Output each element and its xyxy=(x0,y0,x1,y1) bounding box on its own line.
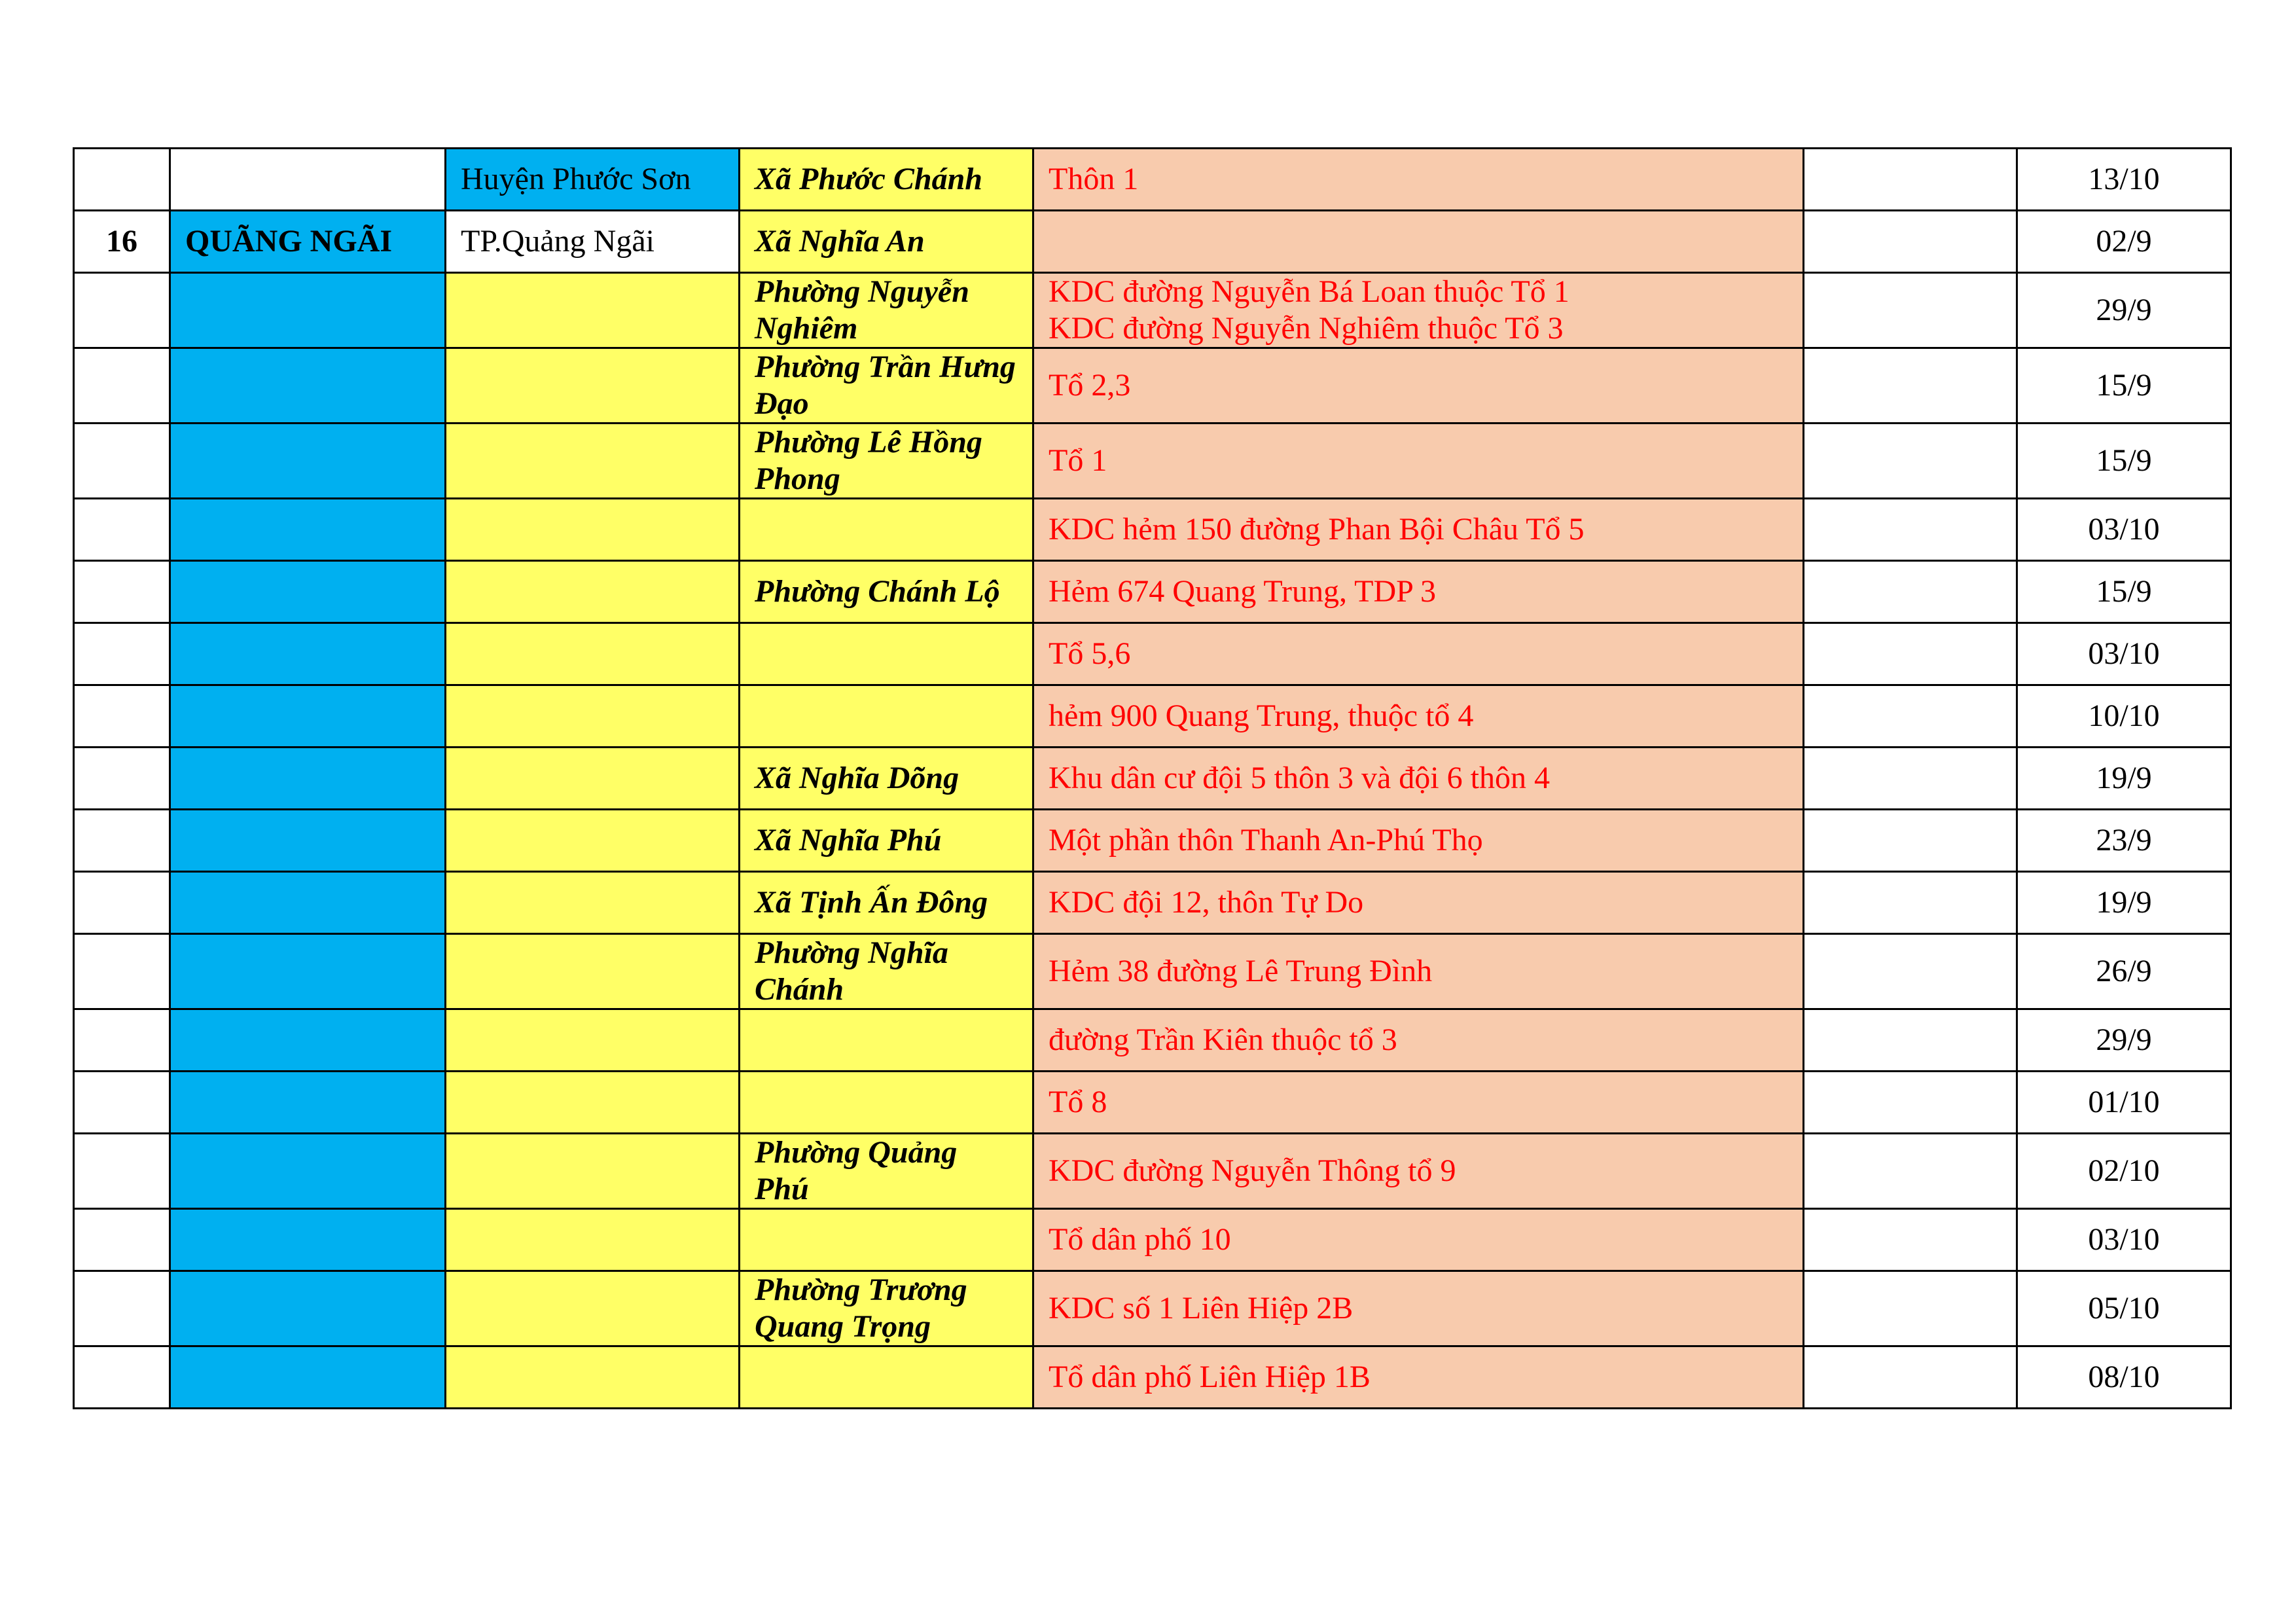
blank-cell xyxy=(1804,1072,2017,1134)
district-cell xyxy=(446,1271,740,1346)
row-number-cell xyxy=(74,1134,170,1209)
row-number-cell xyxy=(74,748,170,810)
district-cell xyxy=(446,748,740,810)
table-row xyxy=(74,872,2231,934)
district-cell xyxy=(446,1072,740,1134)
province-cell xyxy=(170,748,446,810)
ward-cell: Phường Nghĩa Chánh xyxy=(740,934,1033,1009)
date-cell: 02/10 xyxy=(2017,1134,2231,1209)
outbreak-location-table xyxy=(73,147,2232,1409)
location-cell xyxy=(1033,1009,1804,1072)
location-line: KDC đường Nguyễn Bá Loan thuộc Tổ 1 xyxy=(1049,274,1570,309)
blank-cell xyxy=(1804,499,2017,561)
date-cell: 03/10 xyxy=(2017,623,2231,685)
date-cell: 13/10 xyxy=(2017,149,2231,211)
province-cell xyxy=(170,273,446,348)
district-cell xyxy=(446,685,740,748)
location-line: Thôn 1 xyxy=(1049,162,1139,196)
row-number-cell xyxy=(74,348,170,424)
table-row xyxy=(74,1009,2231,1072)
table-row xyxy=(74,348,2231,424)
district-cell xyxy=(446,1346,740,1409)
table-row xyxy=(74,1271,2231,1346)
table-body xyxy=(74,149,2231,1409)
row-number-cell xyxy=(74,872,170,934)
location-cell xyxy=(1033,1346,1804,1409)
blank-cell xyxy=(1804,561,2017,623)
location-cell xyxy=(1033,424,1804,499)
table-row xyxy=(74,1346,2231,1409)
ward-cell: Xã Phước Chánh xyxy=(740,149,1033,211)
row-number-cell xyxy=(74,1209,170,1271)
blank-cell xyxy=(1804,1009,2017,1072)
blank-cell xyxy=(1804,348,2017,424)
district-cell xyxy=(446,1009,740,1072)
date-cell: 05/10 xyxy=(2017,1271,2231,1346)
row-number-cell xyxy=(74,1346,170,1409)
date-cell: 02/9 xyxy=(2017,211,2231,273)
location-line: Hẻm 38 đường Lê Trung Đình xyxy=(1049,954,1433,988)
blank-cell xyxy=(1804,211,2017,273)
location-line: Khu dân cư đội 5 thôn 3 và đội 6 thôn 4 xyxy=(1049,761,1550,795)
blank-cell xyxy=(1804,1134,2017,1209)
row-number-cell xyxy=(74,1271,170,1346)
ward-cell: Xã Nghĩa An xyxy=(740,211,1033,273)
location-line: KDC hẻm 150 đường Phan Bội Châu Tổ 5 xyxy=(1049,512,1585,547)
location-line: KDC đội 12, thôn Tự Do xyxy=(1049,885,1364,920)
district-cell xyxy=(446,348,740,424)
province-cell xyxy=(170,1072,446,1134)
table-row xyxy=(74,149,2231,211)
province-cell: QUÃNG NGÃI xyxy=(170,211,446,273)
blank-cell xyxy=(1804,424,2017,499)
table-row xyxy=(74,623,2231,685)
district-cell xyxy=(446,499,740,561)
province-cell xyxy=(170,1346,446,1409)
row-number-cell xyxy=(74,810,170,872)
table-row xyxy=(74,273,2231,348)
ward-cell: Phường Lê Hồng Phong xyxy=(740,424,1033,499)
location-cell xyxy=(1033,810,1804,872)
table-row xyxy=(74,685,2231,748)
ward-cell xyxy=(740,623,1033,685)
ward-cell: Phường Nguyễn Nghiêm xyxy=(740,273,1033,348)
province-cell xyxy=(170,1134,446,1209)
district-cell xyxy=(446,810,740,872)
location-line: Tổ 8 xyxy=(1049,1085,1107,1119)
location-line: Hẻm 674 Quang Trung, TDP 3 xyxy=(1049,574,1437,609)
date-cell: 03/10 xyxy=(2017,499,2231,561)
location-cell xyxy=(1033,1134,1804,1209)
table-row xyxy=(74,1134,2231,1209)
ward-cell: Phường Chánh Lộ xyxy=(740,561,1033,623)
ward-cell: Phường Trần Hưng Đạo xyxy=(740,348,1033,424)
blank-cell xyxy=(1804,872,2017,934)
ward-cell: Phường Trương Quang Trọng xyxy=(740,1271,1033,1346)
location-cell xyxy=(1033,1209,1804,1271)
location-cell xyxy=(1033,748,1804,810)
row-number-cell xyxy=(74,561,170,623)
district-cell: Huyện Phước Sơn xyxy=(446,149,740,211)
location-cell xyxy=(1033,685,1804,748)
row-number-cell xyxy=(74,149,170,211)
row-number-cell xyxy=(74,499,170,561)
province-cell xyxy=(170,810,446,872)
location-cell xyxy=(1033,561,1804,623)
location-cell xyxy=(1033,1271,1804,1346)
province-cell xyxy=(170,1209,446,1271)
location-line: Tổ 1 xyxy=(1049,443,1107,478)
province-cell xyxy=(170,1271,446,1346)
date-cell: 08/10 xyxy=(2017,1346,2231,1409)
district-cell xyxy=(446,424,740,499)
district-cell xyxy=(446,273,740,348)
location-line: Tổ 5,6 xyxy=(1049,636,1131,671)
date-cell: 19/9 xyxy=(2017,748,2231,810)
table-row xyxy=(74,1072,2231,1134)
blank-cell xyxy=(1804,623,2017,685)
row-number-cell xyxy=(74,934,170,1009)
date-cell: 26/9 xyxy=(2017,934,2231,1009)
row-number-cell: 16 xyxy=(74,211,170,273)
ward-cell xyxy=(740,499,1033,561)
date-cell: 15/9 xyxy=(2017,424,2231,499)
row-number-cell xyxy=(74,1009,170,1072)
location-line: KDC số 1 Liên Hiệp 2B xyxy=(1049,1291,1354,1326)
blank-cell xyxy=(1804,748,2017,810)
location-line: hẻm 900 Quang Trung, thuộc tổ 4 xyxy=(1049,698,1474,733)
ward-cell: Phường Quảng Phú xyxy=(740,1134,1033,1209)
location-line: KDC đường Nguyễn Nghiêm thuộc Tổ 3 xyxy=(1049,311,1564,346)
date-cell: 23/9 xyxy=(2017,810,2231,872)
date-cell: 10/10 xyxy=(2017,685,2231,748)
province-cell xyxy=(170,623,446,685)
blank-cell xyxy=(1804,1271,2017,1346)
location-cell xyxy=(1033,934,1804,1009)
table-row xyxy=(74,934,2231,1009)
location-line: Tổ dân phố 10 xyxy=(1049,1222,1231,1257)
location-line: đường Trần Kiên thuộc tổ 3 xyxy=(1049,1022,1397,1057)
district-cell xyxy=(446,561,740,623)
province-cell xyxy=(170,1009,446,1072)
province-cell xyxy=(170,934,446,1009)
location-line: Tổ dân phố Liên Hiệp 1B xyxy=(1049,1360,1371,1394)
blank-cell xyxy=(1804,149,2017,211)
ward-cell xyxy=(740,1072,1033,1134)
province-cell xyxy=(170,561,446,623)
location-cell xyxy=(1033,499,1804,561)
district-cell xyxy=(446,623,740,685)
location-line: Một phần thôn Thanh An-Phú Thọ xyxy=(1049,823,1483,857)
row-number-cell xyxy=(74,623,170,685)
ward-cell: Xã Nghĩa Phú xyxy=(740,810,1033,872)
date-cell: 29/9 xyxy=(2017,1009,2231,1072)
ward-cell xyxy=(740,1209,1033,1271)
province-cell xyxy=(170,685,446,748)
date-cell: 15/9 xyxy=(2017,348,2231,424)
row-number-cell xyxy=(74,1072,170,1134)
blank-cell xyxy=(1804,934,2017,1009)
district-cell: TP.Quảng Ngãi xyxy=(446,211,740,273)
table-row xyxy=(74,211,2231,273)
blank-cell xyxy=(1804,810,2017,872)
table-row xyxy=(74,748,2231,810)
province-cell xyxy=(170,499,446,561)
table-row xyxy=(74,561,2231,623)
date-cell: 19/9 xyxy=(2017,872,2231,934)
location-cell xyxy=(1033,623,1804,685)
date-cell: 29/9 xyxy=(2017,273,2231,348)
ward-cell: Xã Tịnh Ấn Đông xyxy=(740,872,1033,934)
ward-cell xyxy=(740,685,1033,748)
date-cell: 01/10 xyxy=(2017,1072,2231,1134)
location-line: Tổ 2,3 xyxy=(1049,368,1131,403)
blank-cell xyxy=(1804,685,2017,748)
table-row xyxy=(74,1209,2231,1271)
location-cell xyxy=(1033,872,1804,934)
ward-cell xyxy=(740,1346,1033,1409)
location-cell xyxy=(1033,273,1804,348)
blank-cell xyxy=(1804,1209,2017,1271)
row-number-cell xyxy=(74,273,170,348)
location-cell xyxy=(1033,149,1804,211)
ward-cell xyxy=(740,1009,1033,1072)
location-cell xyxy=(1033,1072,1804,1134)
province-cell xyxy=(170,424,446,499)
location-line: KDC đường Nguyễn Thông tổ 9 xyxy=(1049,1153,1456,1188)
district-cell xyxy=(446,1209,740,1271)
table-row xyxy=(74,499,2231,561)
blank-cell xyxy=(1804,273,2017,348)
location-cell xyxy=(1033,348,1804,424)
row-number-cell xyxy=(74,424,170,499)
district-cell xyxy=(446,1134,740,1209)
province-cell xyxy=(170,872,446,934)
district-cell xyxy=(446,934,740,1009)
date-cell: 15/9 xyxy=(2017,561,2231,623)
row-number-cell xyxy=(74,685,170,748)
province-cell xyxy=(170,348,446,424)
date-cell: 03/10 xyxy=(2017,1209,2231,1271)
province-cell xyxy=(170,149,446,211)
location-cell xyxy=(1033,211,1804,273)
blank-cell xyxy=(1804,1346,2017,1409)
district-cell xyxy=(446,872,740,934)
table-row xyxy=(74,810,2231,872)
table-row xyxy=(74,424,2231,499)
ward-cell: Xã Nghĩa Dõng xyxy=(740,748,1033,810)
